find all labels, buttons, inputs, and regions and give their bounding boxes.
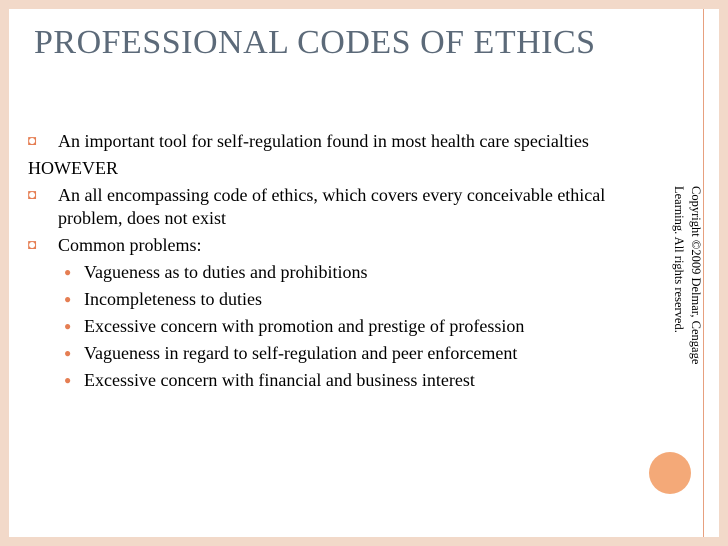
- sub-bullet-text: Excessive concern with financial and business interest: [84, 370, 475, 390]
- frame-top: [0, 0, 728, 9]
- copyright-line-1: Copyright ©2009 Delmar, Cengage: [689, 186, 703, 365]
- however-label: HOWEVER: [28, 158, 118, 178]
- frame-left: [0, 0, 9, 546]
- sub-bullet-text: Excessive concern with promotion and prestige of profession: [84, 316, 525, 336]
- bullet-text: An all encompassing code of ethics, which covers every conceivable ethical problem, does not exist: [58, 185, 606, 228]
- sub-bullet-list: [28, 261, 628, 392]
- sub-bullet-item: [64, 261, 628, 284]
- bullet-icon: ◘: [28, 134, 37, 149]
- bullet-icon: ◘: [28, 238, 37, 253]
- bullet-item: [28, 184, 628, 230]
- copyright-line-2: Learning. All rights reserved.: [672, 186, 686, 333]
- bullet-text: Common problems:: [58, 235, 202, 255]
- frame-bottom: [0, 537, 728, 546]
- frame-right: [719, 0, 728, 546]
- slide-title: PROFESSIONAL CODES OF ETHICS: [34, 24, 596, 61]
- sub-bullet-item: [64, 342, 628, 365]
- sub-bullet-item: [64, 288, 628, 311]
- slide-content: [28, 130, 628, 396]
- copyright-notice: [648, 186, 708, 406]
- bullet-item: [28, 130, 628, 153]
- bullet-text: An important tool for self-regulation found in most health care specialties: [58, 131, 589, 151]
- bullet-icon: ◘: [28, 188, 37, 203]
- sub-bullet-text: Vagueness in regard to self-regulation and peer enforcement: [84, 343, 518, 363]
- bullet-item: [28, 234, 628, 257]
- sub-bullet-item: [64, 315, 628, 338]
- copyright-text: [670, 186, 704, 406]
- subbullet-icon: ●: [64, 373, 72, 387]
- sub-bullet-text: Incompleteness to duties: [84, 289, 262, 309]
- sub-bullet-item: [64, 369, 628, 392]
- decorative-circle: [649, 452, 691, 494]
- subbullet-icon: ●: [64, 265, 72, 279]
- subbullet-icon: ●: [64, 292, 72, 306]
- subbullet-icon: ●: [64, 346, 72, 360]
- sub-bullet-text: Vagueness as to duties and prohibitions: [84, 262, 368, 282]
- subbullet-icon: ●: [64, 319, 72, 333]
